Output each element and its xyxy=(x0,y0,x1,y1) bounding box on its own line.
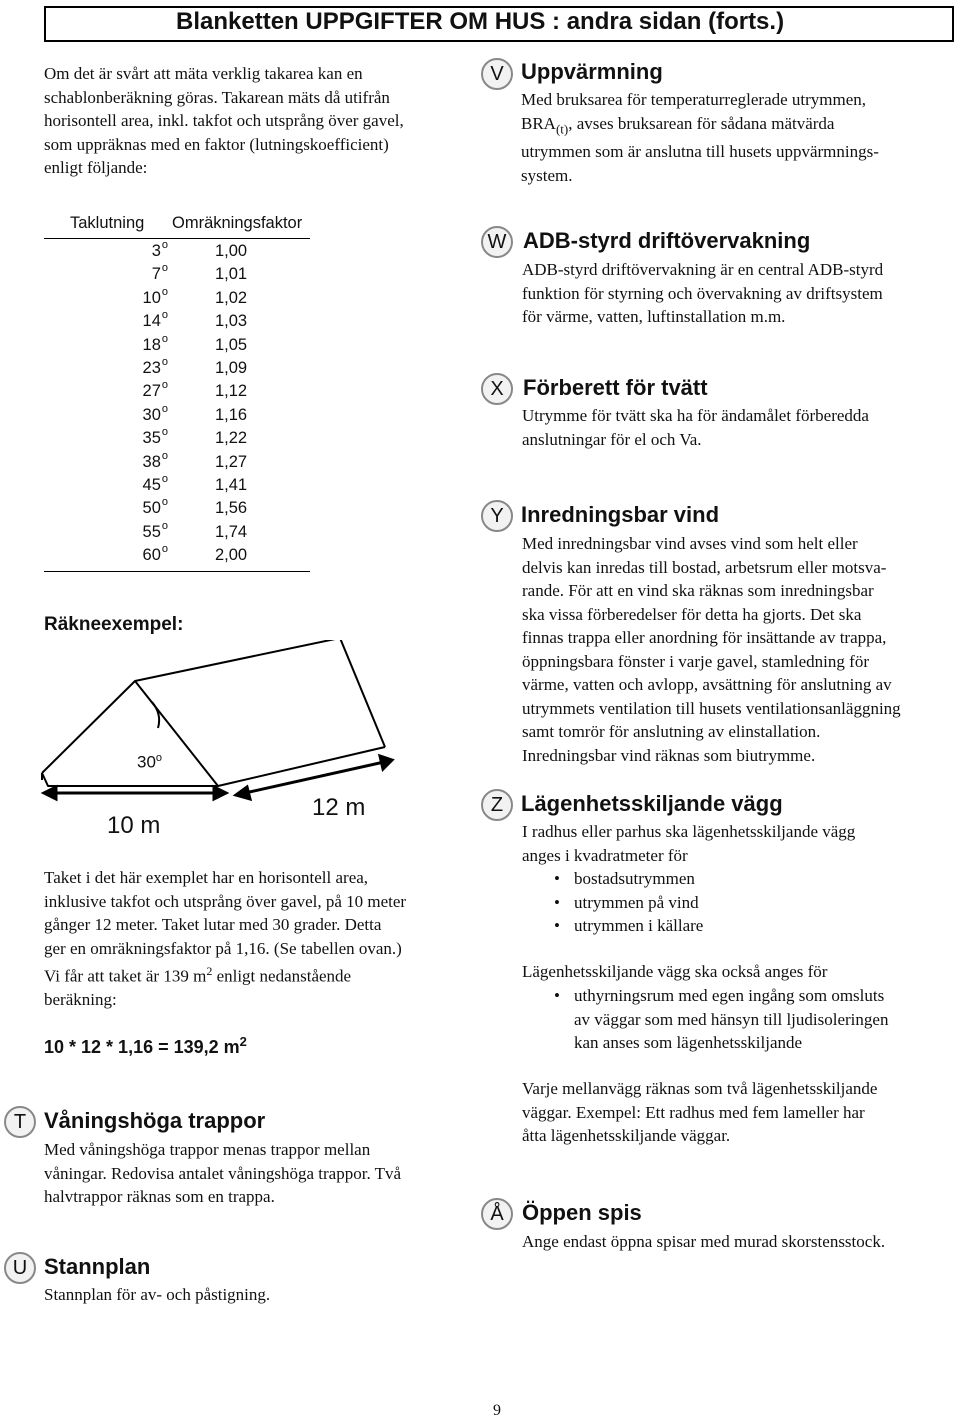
header-border-right xyxy=(952,6,954,42)
angle-label: 30$^o$ xyxy=(137,752,163,772)
intro-line: enligt följande: xyxy=(44,158,148,177)
section-title: ADB-styrd driftövervakning xyxy=(523,228,811,253)
conversion-factor: 1,56 xyxy=(215,499,248,518)
table-row xyxy=(44,379,310,405)
roof-angle-arc xyxy=(152,702,159,728)
section-body: Ange endast öppna spisar med murad skorstensstock. xyxy=(522,1232,886,1251)
section-title: Våningshöga trappor xyxy=(44,1108,266,1133)
conversion-factor: 1,05 xyxy=(215,335,248,354)
conversion-factor: 2,00 xyxy=(215,546,248,565)
roof-ridge-line xyxy=(135,640,340,681)
conversion-factor: 1,74 xyxy=(215,522,248,541)
bullet-list xyxy=(522,867,960,938)
section-letter-badge: V xyxy=(481,58,513,90)
roof-gable-outline xyxy=(42,681,218,786)
section-body: I radhus eller parhus ska lägenhetsskiljande vägg anges i kvadratmeter för xyxy=(522,822,856,865)
slope-angle: 35$^o$ xyxy=(142,426,168,448)
example-formula: 10 * 12 * 1,16 = 139,2 $m^2$ xyxy=(44,1034,247,1057)
section-title: Förberett för tvätt xyxy=(523,375,708,400)
section-letter-badge: W xyxy=(481,226,513,258)
conversion-factor: 1,41 xyxy=(215,475,248,494)
conversion-factor: 1,12 xyxy=(215,382,248,401)
list-item: • uthyrningsrum med egen ingång som omsluts xyxy=(554,986,885,1005)
section-body: Med inredningsbar vind avses vind som helt eller delvis kan inredas till bostad, arbetsrum eller motsva- rande. För att en vind ska räknas som inredningsbar ska vissa förberedelser för detta ha gjorts. Det ska finnas trappa eller anordning för insättande av trappa, öppningsbara fönster i varje gavel, stamledning för värme, vatten och avlopp, avsättning för anslutning av utrymmets ventilation till husets ventilationsanläggning samt tomrör för anslutning av elinstallation. Inredningsbar vind räknas som biutrymme. xyxy=(522,534,901,765)
example-line: Vi får att taket är 139 $m^2$ enligt nedanstående xyxy=(44,964,352,986)
slope-angle: 27$^o$ xyxy=(142,379,168,401)
table-row xyxy=(44,332,310,359)
section-body: Med bruksarea för temperaturreglerade utrymmen, $BRA_{(t)}$, avses bruksarean för sådana mätvärda utrymmen som är anslutna till husets uppvärmnings- system. xyxy=(521,90,879,185)
section-body: Lägenhetsskiljande vägg ska också anges för xyxy=(522,962,828,981)
section-body: Utrymme för tvätt ska ha för ändamålet förberedda anslutningar för el och Va. xyxy=(522,406,869,449)
table-header-rule xyxy=(44,238,310,239)
table-row xyxy=(44,519,310,546)
example-paragraph xyxy=(44,866,484,1012)
example-title: Räkneexempel: xyxy=(44,614,184,635)
slope-angle: 3$^o$ xyxy=(151,239,168,260)
conversion-factor: 1,03 xyxy=(215,312,248,331)
table-header-slope: Taklutning xyxy=(70,214,145,232)
conversion-factor: 1,16 xyxy=(215,405,248,424)
width-label: 10 m xyxy=(107,812,161,839)
intro-paragraph xyxy=(44,62,474,180)
section-letter-badge: Å xyxy=(481,1198,513,1230)
table-row xyxy=(44,472,310,499)
bullet-list xyxy=(522,984,960,1055)
table-row xyxy=(44,543,310,569)
section-letter-badge: Y xyxy=(481,500,513,532)
table-row xyxy=(44,285,310,312)
table-row xyxy=(44,449,310,476)
table-row xyxy=(44,262,310,288)
conversion-factor: 1,22 xyxy=(215,429,248,448)
example-line: inklusive takfot och utsprång över gavel, på 10 meter xyxy=(44,891,407,911)
section-body: Varje mellanvägg räknas som två lägenhetsskiljande väggar. Exempel: Ett radhus med fem lameller har åtta lägenhetsskiljande väggar. xyxy=(522,1079,878,1145)
section-body: Stannplan för av- och påstigning. xyxy=(44,1285,271,1304)
intro-line: Om det är svårt att mäta verklig takarea kan en xyxy=(44,64,363,83)
conversion-factor: 1,00 xyxy=(215,242,248,260)
intro-line: som uppräknas med en faktor (lutningskoefficient) xyxy=(44,134,389,154)
table-header-factor: Omräkningsfaktor xyxy=(172,214,303,232)
slope-angle: 7$^o$ xyxy=(151,262,168,284)
section-title: Stannplan xyxy=(44,1254,151,1279)
slope-factor-table xyxy=(44,239,310,569)
section-letter-badge: X xyxy=(481,373,513,405)
example-line: gånger 12 meter. Taket lutar med 30 grader. Detta xyxy=(44,915,382,934)
section-title: Inredningsbar vind xyxy=(521,502,720,527)
section-body: ADB-styrd driftövervakning är en central ADB-styrd funktion för styrning och övervakning av driftsystem för värme, vatten, luftinstallation m.m. xyxy=(522,260,884,326)
conversion-factor: 1,27 xyxy=(215,452,248,471)
conversion-factor: 1,09 xyxy=(215,358,248,377)
section-body: Med våningshöga trappor menas trappor mellan våningar. Redovisa antalet våningshöga trappor. Två halvtrappor räknas som en trappa. xyxy=(44,1140,402,1206)
page-title: Blanketten UPPGIFTER OM HUS : andra sidan (forts.) xyxy=(176,8,785,35)
table-row xyxy=(44,355,310,382)
section-letter-badge: U xyxy=(4,1252,36,1284)
table-row xyxy=(44,309,310,335)
length-dimension-line xyxy=(245,762,384,793)
list-item: • bostadsutrymmen xyxy=(554,869,695,888)
section-title: Öppen spis xyxy=(522,1200,642,1225)
slope-angle: 14$^o$ xyxy=(142,309,168,331)
page-number: 9 xyxy=(493,1402,501,1419)
list-item: av väggar som med hänsyn till ljudisoleringen xyxy=(574,1009,889,1029)
table-bottom-rule xyxy=(44,571,310,572)
section-letter-badge: Z xyxy=(481,789,513,821)
length-label: 12 m xyxy=(312,794,366,821)
slope-angle: 60$^o$ xyxy=(142,543,168,565)
table-row xyxy=(44,426,310,452)
roof-diagram xyxy=(40,640,440,860)
table-row xyxy=(44,496,310,522)
list-item: • utrymmen på vind xyxy=(554,892,699,912)
example-line: beräkning: xyxy=(44,990,117,1010)
table-row xyxy=(44,239,310,265)
intro-line: horisontell area, inkl. takfot och utsprång över gavel, xyxy=(44,111,404,130)
section-title: Lägenhetsskiljande vägg xyxy=(521,791,783,816)
slope-angle: 45$^o$ xyxy=(142,472,168,494)
conversion-factor: 1,01 xyxy=(215,265,248,284)
slope-angle: 10$^o$ xyxy=(142,285,168,307)
slope-angle: 30$^o$ xyxy=(142,402,168,424)
example-line: ger en omräkningsfaktor på 1,16. (Se tabellen ovan.) xyxy=(44,938,402,958)
intro-line: schablonberäkning göras. Takarean mäts då utifrån xyxy=(44,87,390,107)
list-item: kan anses som lägenhetsskiljande xyxy=(574,1033,803,1052)
slope-angle: 50$^o$ xyxy=(142,496,168,518)
list-item: • utrymmen i källare xyxy=(554,916,704,935)
example-line: Taket i det här exemplet har en horisontell area, xyxy=(44,868,369,887)
slope-angle: 38$^o$ xyxy=(142,449,168,471)
section-title: Uppvärmning xyxy=(521,59,663,84)
slope-angle: 18$^o$ xyxy=(142,332,168,354)
conversion-factor: 1,02 xyxy=(215,288,248,307)
slope-angle: 23$^o$ xyxy=(142,355,168,377)
roof-back-edge xyxy=(340,640,385,747)
table-row xyxy=(44,402,310,429)
header-border-left xyxy=(44,6,46,42)
slope-angle: 55$^o$ xyxy=(142,519,168,541)
section-letter-badge: T xyxy=(4,1106,36,1138)
header-border-bottom xyxy=(44,40,954,42)
